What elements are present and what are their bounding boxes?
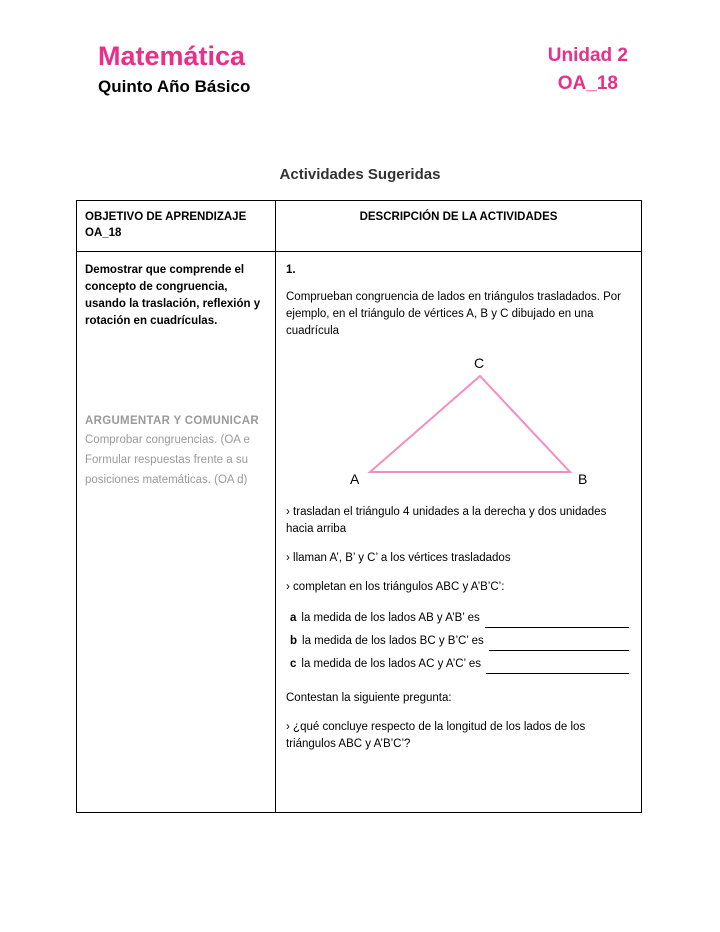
vertex-label-a: A [349,471,359,487]
activity-bullet-1 [286,504,629,538]
grade-subtitle: Quinto Año Básico [98,77,251,96]
table-body-row [77,252,641,812]
question-intro: Contestan la siguiente pregunta: [286,692,452,704]
bullet-text-1: trasladan el triángulo 4 unidades a la derecha y dos unidades hacia arriba [286,506,607,535]
subject-title: Matemática [98,41,246,71]
oa-code-label: OA_18 [557,73,618,94]
bullet-char-question: › [286,721,290,733]
fill-letter-a: a [290,612,297,624]
bullet-char-3: › [286,581,290,593]
skill-title: ARGUMENTAR Y COMUNICAR [85,415,259,427]
fill-letter-b: b [290,635,298,647]
header-left-block [98,40,250,98]
triangle-svg [328,354,588,494]
fill-blank-a[interactable] [485,614,629,628]
bullet-char-1: › [286,506,290,518]
question-text: ¿qué concluye respecto de la longitud de los lados de los triángulos ABC y A’B’C’? [286,721,586,750]
header-right-block [548,44,628,96]
fill-item-c [286,654,629,674]
activity-bullet-2 [286,550,629,567]
bullet-char-2: › [286,552,290,564]
bullet-text-2: llaman A’, B’ y C’ a los vértices trasladados [293,552,511,564]
fill-blank-c[interactable] [486,660,629,674]
activity-number: 1. [286,264,296,276]
document-header [0,40,720,110]
fill-text-a: la medida de los lados AB y A’B’ es [301,612,480,624]
activity-question [286,719,629,753]
skill-line-1: Comprobar congruencias. (OA e [85,434,250,446]
fill-text-c: la medida de los lados AC y A’C’ es [301,658,482,670]
triangle-shape [370,376,570,472]
objective-cell [77,252,276,812]
activities-table [76,200,642,813]
section-title: Actividades Sugeridas [279,166,441,183]
vertex-label-c: C [473,355,484,371]
fill-text-b: la medida de los lados BC y B’C’ es [302,635,484,647]
description-cell [276,252,641,812]
fill-blank-b[interactable] [489,637,629,651]
triangle-figure [286,354,629,494]
unit-label: Unidad 2 [547,45,628,66]
bullet-text-3: completan en los triángulos ABC y A’B’C’: [293,581,505,593]
skill-line-2: Formular respuestas frente a su [85,454,248,466]
activity-bullet-3 [286,579,629,596]
skill-block [85,412,305,490]
fill-item-a [286,608,629,628]
table-header-description: DESCRIPCIÓN DE LA ACTIVIDADES [359,211,558,223]
vertex-label-b: B [577,471,587,487]
objective-text: Demostrar que comprende el concepto de congruencia, usando la traslación, reflexión y rotación en cuadrículas. [85,264,261,327]
table-header-objective: OBJETIVO DE APRENDIZAJE OA_18 [77,201,276,251]
activity-intro: Comprueban congruencia de lados en triángulos trasladados. Por ejemplo, en el triángulo de vértices A, B y C dibujado en una cuadrícula [286,291,621,337]
fill-letter-c: c [290,658,297,670]
table-header-row [77,201,641,252]
skill-line-3: posiciones matemáticas. (OA d) [85,474,248,486]
fill-item-b [286,631,629,651]
